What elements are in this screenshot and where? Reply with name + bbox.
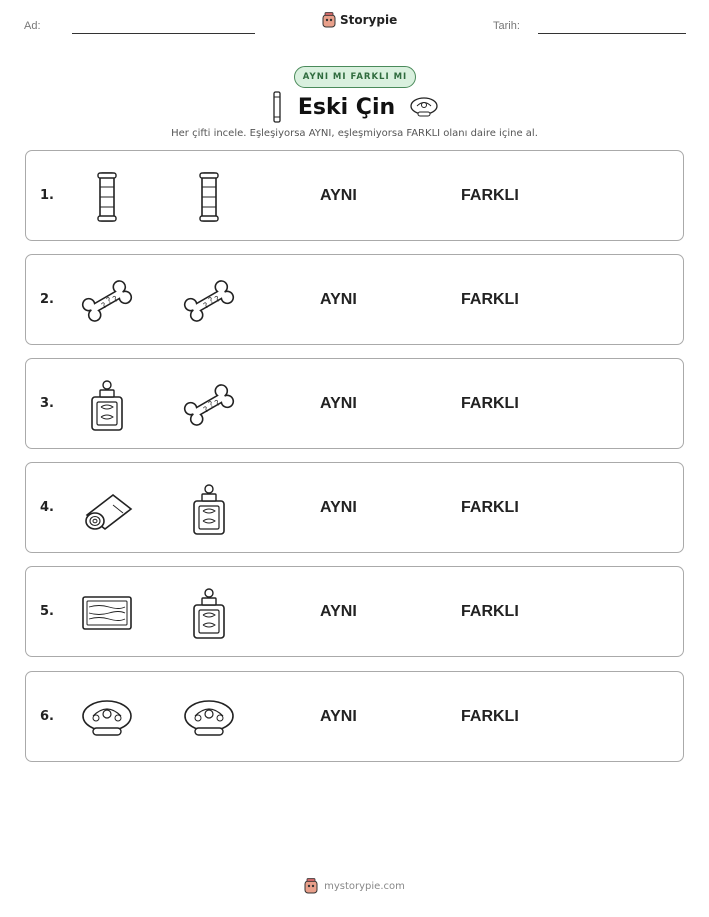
page-title: Eski Çin xyxy=(297,94,396,120)
title-row xyxy=(0,90,709,124)
option-same[interactable]: AYNI xyxy=(320,602,357,620)
option-different[interactable]: FARKLI xyxy=(461,186,519,204)
date-field[interactable] xyxy=(538,33,686,34)
option-different[interactable]: FARKLI xyxy=(461,290,519,308)
oracle-bone-icon xyxy=(181,273,237,329)
svg-text:?: ? xyxy=(213,398,222,409)
option-same[interactable]: AYNI xyxy=(320,186,357,204)
svg-text:?: ? xyxy=(207,399,216,410)
option-same[interactable]: AYNI xyxy=(320,394,357,412)
svg-text:?: ? xyxy=(99,300,109,311)
svg-text:?: ? xyxy=(201,404,211,415)
scroll-icon xyxy=(181,169,237,225)
exercise-row xyxy=(25,254,684,345)
row-number: 6. xyxy=(40,709,54,724)
option-same[interactable]: AYNI xyxy=(320,290,357,308)
turtle-shell-icon xyxy=(79,690,135,746)
footer xyxy=(0,878,709,894)
exercise-row xyxy=(25,150,684,241)
svg-text:?: ? xyxy=(111,294,120,305)
svg-text:?: ? xyxy=(105,295,114,306)
storypie-mascot-icon xyxy=(322,12,336,28)
date-label: Tarih: xyxy=(493,20,520,32)
activity-badge: AYNI MI FARKLI MI xyxy=(294,66,416,88)
footer-url: mystorypie.com xyxy=(324,880,405,892)
svg-text:?: ? xyxy=(201,300,211,311)
name-field[interactable] xyxy=(72,33,255,34)
row-number: 2. xyxy=(40,292,54,307)
turtle-shell-icon xyxy=(409,96,439,118)
brand-logo xyxy=(322,12,397,28)
wood-tablet-icon xyxy=(79,585,135,641)
name-label: Ad: xyxy=(24,20,41,32)
oracle-bone-icon xyxy=(181,377,237,433)
exercise-row xyxy=(25,462,684,553)
perfume-bottle-icon xyxy=(181,481,237,537)
option-different[interactable]: FARKLI xyxy=(461,602,519,620)
perfume-bottle-icon xyxy=(79,377,135,433)
scroll-icon xyxy=(79,169,135,225)
option-same[interactable]: AYNI xyxy=(320,498,357,516)
scroll-icon xyxy=(270,91,284,123)
perfume-bottle-icon xyxy=(181,585,237,641)
exercise-row xyxy=(25,671,684,762)
exercise-row xyxy=(25,358,684,449)
row-number: 4. xyxy=(40,500,54,515)
row-number: 3. xyxy=(40,396,54,411)
svg-text:?: ? xyxy=(213,294,222,305)
row-number: 5. xyxy=(40,604,54,619)
option-different[interactable]: FARKLI xyxy=(461,498,519,516)
turtle-shell-icon xyxy=(181,690,237,746)
option-same[interactable]: AYNI xyxy=(320,707,357,725)
brand-name: Storypie xyxy=(340,13,398,27)
option-different[interactable]: FARKLI xyxy=(461,707,519,725)
option-different[interactable]: FARKLI xyxy=(461,394,519,412)
row-number: 1. xyxy=(40,188,54,203)
oracle-bone-icon xyxy=(79,273,135,329)
storypie-mascot-icon xyxy=(304,878,318,894)
instructions: Her çifti incele. Eşleşiyorsa AYNI, eşleşmiyorsa FARKLI olanı daire içine al. xyxy=(171,128,538,139)
exercise-row xyxy=(25,566,684,657)
svg-text:?: ? xyxy=(207,295,216,306)
silk-roll-icon xyxy=(79,481,135,537)
